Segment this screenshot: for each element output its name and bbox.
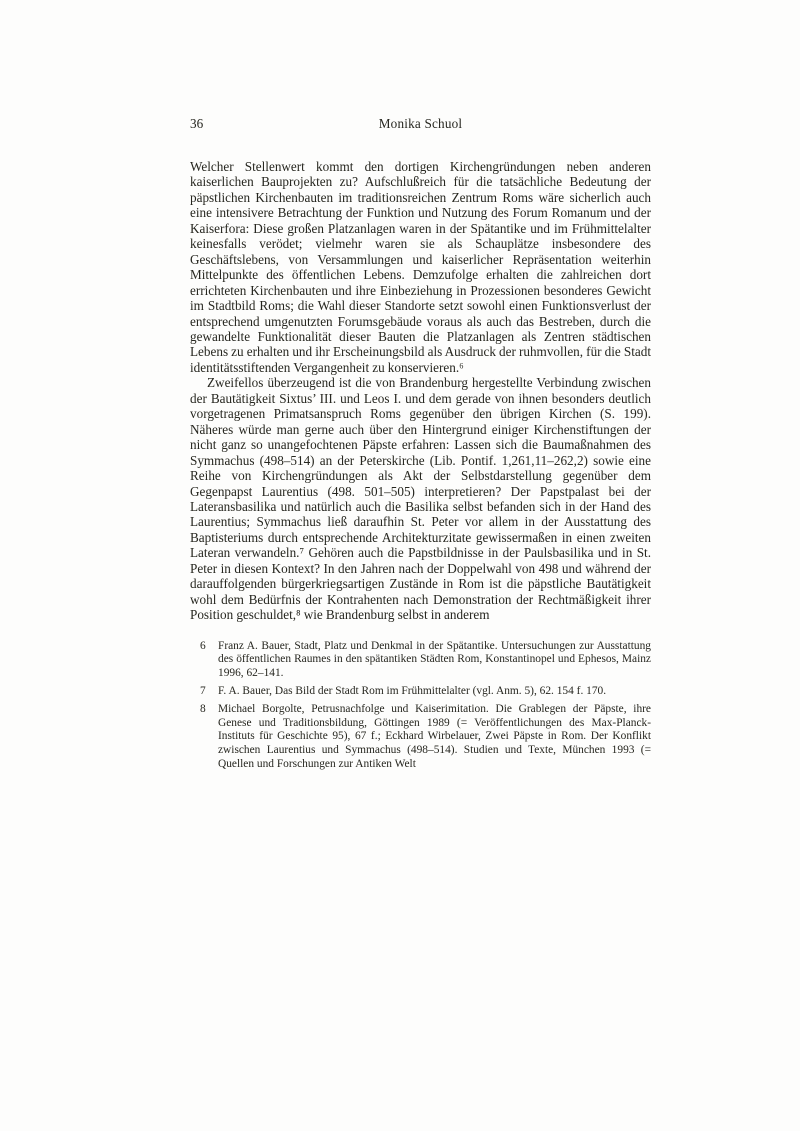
footnote-number: 6	[200, 639, 206, 652]
footnotes	[190, 640, 651, 772]
footnote	[190, 640, 651, 681]
footnote-text: Michael Borgolte, Petrusnachfolge und Kaiserimitation. Die Grablegen der Päpste, ihre Genese und Traditionsbildung, Göttingen 1989 (= Veröffentlichungen des Max-Planck-Instituts für Geschichte 95), 67 f.; Eckhard Wirbelauer, Zwei Päpste in Rom. Der Konflikt zwischen Laurentius und Symmachus (498–514). Studien und Texte, München 1993 (= Quellen und Forschungen zur Antiken Welt	[218, 702, 651, 770]
body-paragraph: Welcher Stellenwert kommt den dortigen Kirchengründungen neben anderen kaiserlichen Bauprojekten zu? Aufschlußreich für die tatsächliche Bedeutung der päpstlichen Kirchenbauten im traditionsreichen Zentrum Roms wäre sicherlich auch eine intensivere Betrachtung der Funktion und Nutzung des Forum Romanum und der Kaiserfora: Diese großen Platzanlagen waren in der Spätantike und im Frühmittelalter keinesfalls verödet; vielmehr waren sie als Schauplätze insbesondere des Geschäftslebens, von Versammlungen und kaiserlicher Repräsentation weiterhin Mittelpunkte des öffentlichen Lebens. Demzufolge erhalten die zahlreichen dort errichteten Kirchenbauten und ihre Einbeziehung in Prozessionen besonderes Gewicht im Stadtbild Roms; die Wahl dieser Standorte setzt sowohl einen Funktionsverlust der entsprechend umgenutzten Forumsgebäude voraus als auch das Bestreben, durch die gewandelte Funktionalität dieser Bauten die Platzanlagen als Zentren städtischen Lebens zu erhalten und ihr Erscheinungsbild als Ausdruck der ruhmvollen, für die Stadt identitätsstiftenden Vergangenheit zu konservieren.⁶	[190, 159, 651, 375]
footnote-text: F. A. Bauer, Das Bild der Stadt Rom im Frühmittelalter (vgl. Anm. 5), 62. 154 f. 170.	[218, 684, 607, 697]
footnote	[190, 703, 651, 772]
text-block	[190, 116, 651, 776]
body-paragraph: Zweifellos überzeugend ist die von Brandenburg hergestellte Verbindung zwischen der Bautätigkeit Sixtus’ III. und Leos I. und dem gerade von ihnen besonders deutlich vorgetragenen Primatsanspruch Roms gegenüber den übrigen Kirchen (S. 199). Näheres würde man gerne auch über den Hintergrund einiger Kirchenstiftungen der nicht ganz so unangefochtenen Päpste erfahren: Lassen sich die Baumaßnahmen des Symmachus (498–514) an der Peterskirche (Lib. Pontif. 1,261,11–262,2) sowie eine Reihe von Kirchengründungen als Akt der Selbstdarstellung gegenüber dem Gegenpapst Laurentius (498. 501–505) interpretieren? Der Papstpalast bei der Lateransbasilika und natürlich auch die Basilika selbst befanden sich in der Hand des Laurentius; Symmachus ließ daraufhin St. Peter vor allem in der Ausstattung des Baptisteriums durch entsprechende Architekturzitate gewissermaßen in einen zweiten Lateran verwandeln.⁷ Gehören auch die Papstbildnisse in der Paulsbasilika und in St. Peter in diesen Kontext? In den Jahren nach der Doppelwahl von 498 und während der darauffolgenden bürgerkriegsartigen Zustände in Rom ist die päpstliche Bautätigkeit wohl dem Bedürfnis der Kontrahenten nach Demonstration der Rechtmäßigkeit ihrer Position geschuldet,⁸ wie Brandenburg selbst in anderem	[190, 375, 651, 623]
footnote	[190, 685, 651, 699]
footnote-text: Franz A. Bauer, Stadt, Platz und Denkmal in der Spätantike. Untersuchungen zur Ausstattung des öffentlichen Raumes in den spätantiken Städten Rom, Konstantinopel und Ephesos, Mainz 1996, 62–141.	[218, 639, 651, 680]
footnote-number: 8	[200, 702, 206, 715]
page-number: 36	[190, 116, 204, 131]
running-head: Monika Schuol	[378, 116, 463, 131]
body-text	[190, 159, 651, 623]
page-header	[190, 116, 651, 132]
footnote-number: 7	[200, 684, 206, 697]
